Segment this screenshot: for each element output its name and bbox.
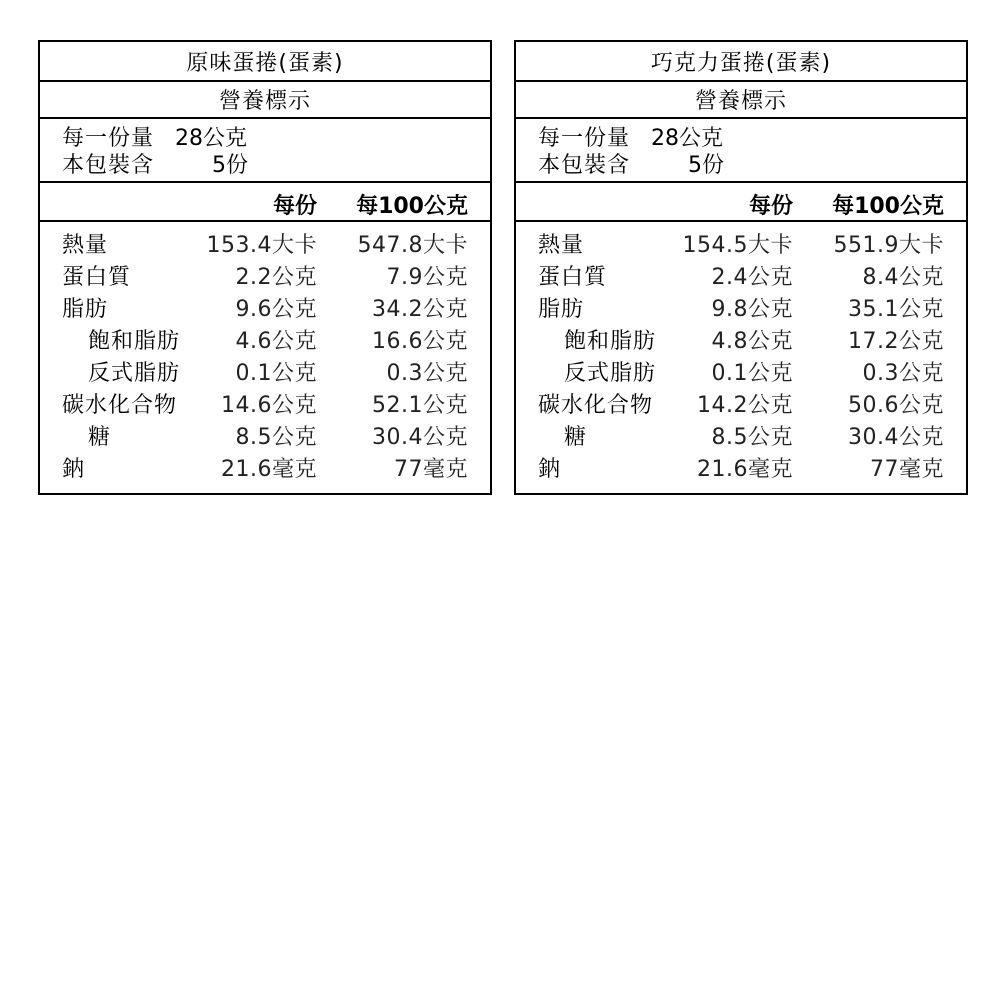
per-100g-value: 0.3公克: [862, 361, 944, 386]
col-per-serving: 每份: [272, 194, 317, 219]
table-row: [40, 454, 490, 486]
nutrient-table: [516, 222, 966, 486]
table-row: [40, 262, 490, 294]
table-row: [40, 326, 490, 358]
serving-size-label: 每一份量: [62, 126, 155, 151]
nutrition-label-original: [38, 40, 492, 495]
nutrient-name: 糖: [564, 425, 588, 450]
nutrient-name: 碳水化合物: [62, 393, 178, 418]
per-serving-value: 2.4公克: [711, 265, 793, 290]
per-serving-value: 14.2公克: [697, 393, 793, 418]
per-serving-value: 9.6公克: [235, 297, 317, 322]
col-per-100g: 每100公克: [356, 194, 468, 219]
per-100g-value: 551.9大卡: [833, 233, 944, 258]
nutrient-name: 糖: [88, 425, 112, 450]
per-100g-value: 77毫克: [870, 457, 944, 482]
per-100g-value: 30.4公克: [848, 425, 944, 450]
per-100g-value: 17.2公克: [848, 329, 944, 354]
nutrient-name: 脂肪: [538, 297, 585, 322]
nutrient-name: 鈉: [62, 457, 86, 482]
nutrition-label-chocolate: [514, 40, 968, 495]
table-row: [40, 230, 490, 262]
nutrient-name: 飽和脂肪: [88, 329, 181, 354]
per-serving-value: 153.4大卡: [206, 233, 317, 258]
nutrient-name: 蛋白質: [62, 265, 132, 290]
per-serving-value: 4.6公克: [235, 329, 317, 354]
per-100g-value: 0.3公克: [386, 361, 468, 386]
per-100g-value: 77毫克: [394, 457, 468, 482]
nutrient-name: 反式脂肪: [88, 361, 181, 386]
table-row: [516, 230, 966, 262]
label-title: 原味蛋捲(蛋素): [40, 42, 490, 82]
per-100g-value: 52.1公克: [372, 393, 468, 418]
table-row: [40, 358, 490, 390]
per-serving-value: 14.6公克: [221, 393, 317, 418]
per-serving-value: 21.6毫克: [697, 457, 793, 482]
per-100g-value: 8.4公克: [862, 265, 944, 290]
per-serving-value: 8.5公克: [711, 425, 793, 450]
servings-value: 5份: [212, 153, 248, 178]
servings-value: 5份: [688, 153, 724, 178]
table-row: [40, 390, 490, 422]
column-headers: [40, 183, 490, 222]
table-row: [516, 390, 966, 422]
serving-size-value: 28公克: [175, 126, 247, 151]
servings-label: 本包裝含: [538, 153, 631, 178]
nutrient-name: 碳水化合物: [538, 393, 654, 418]
serving-size-value: 28公克: [651, 126, 723, 151]
table-row: [516, 294, 966, 326]
per-100g-value: 16.6公克: [372, 329, 468, 354]
nutrient-name: 熱量: [538, 233, 585, 258]
table-row: [516, 454, 966, 486]
nutrient-name: 蛋白質: [538, 265, 608, 290]
per-serving-value: 8.5公克: [235, 425, 317, 450]
nutrient-table: [40, 222, 490, 486]
serving-info: [40, 119, 490, 183]
table-row: [516, 262, 966, 294]
table-row: [516, 422, 966, 454]
per-100g-value: 35.1公克: [848, 297, 944, 322]
nutrient-name: 脂肪: [62, 297, 109, 322]
servings-label: 本包裝含: [62, 153, 155, 178]
nutrient-name: 鈉: [538, 457, 562, 482]
label-subtitle: 營養標示: [516, 82, 966, 119]
nutrient-name: 熱量: [62, 233, 109, 258]
per-100g-value: 50.6公克: [848, 393, 944, 418]
table-row: [40, 294, 490, 326]
nutrient-name: 飽和脂肪: [564, 329, 657, 354]
per-100g-value: 34.2公克: [372, 297, 468, 322]
table-row: [516, 358, 966, 390]
per-100g-value: 7.9公克: [386, 265, 468, 290]
per-serving-value: 2.2公克: [235, 265, 317, 290]
table-row: [40, 422, 490, 454]
table-row: [516, 326, 966, 358]
per-serving-value: 9.8公克: [711, 297, 793, 322]
per-serving-value: 21.6毫克: [221, 457, 317, 482]
per-100g-value: 547.8大卡: [357, 233, 468, 258]
serving-size-label: 每一份量: [538, 126, 631, 151]
col-per-100g: 每100公克: [832, 194, 944, 219]
per-100g-value: 30.4公克: [372, 425, 468, 450]
nutrient-name: 反式脂肪: [564, 361, 657, 386]
per-serving-value: 4.8公克: [711, 329, 793, 354]
col-per-serving: 每份: [748, 194, 793, 219]
serving-info: [516, 119, 966, 183]
per-serving-value: 0.1公克: [235, 361, 317, 386]
label-title: 巧克力蛋捲(蛋素): [516, 42, 966, 82]
label-subtitle: 營養標示: [40, 82, 490, 119]
per-serving-value: 0.1公克: [711, 361, 793, 386]
per-serving-value: 154.5大卡: [682, 233, 793, 258]
column-headers: [516, 183, 966, 222]
